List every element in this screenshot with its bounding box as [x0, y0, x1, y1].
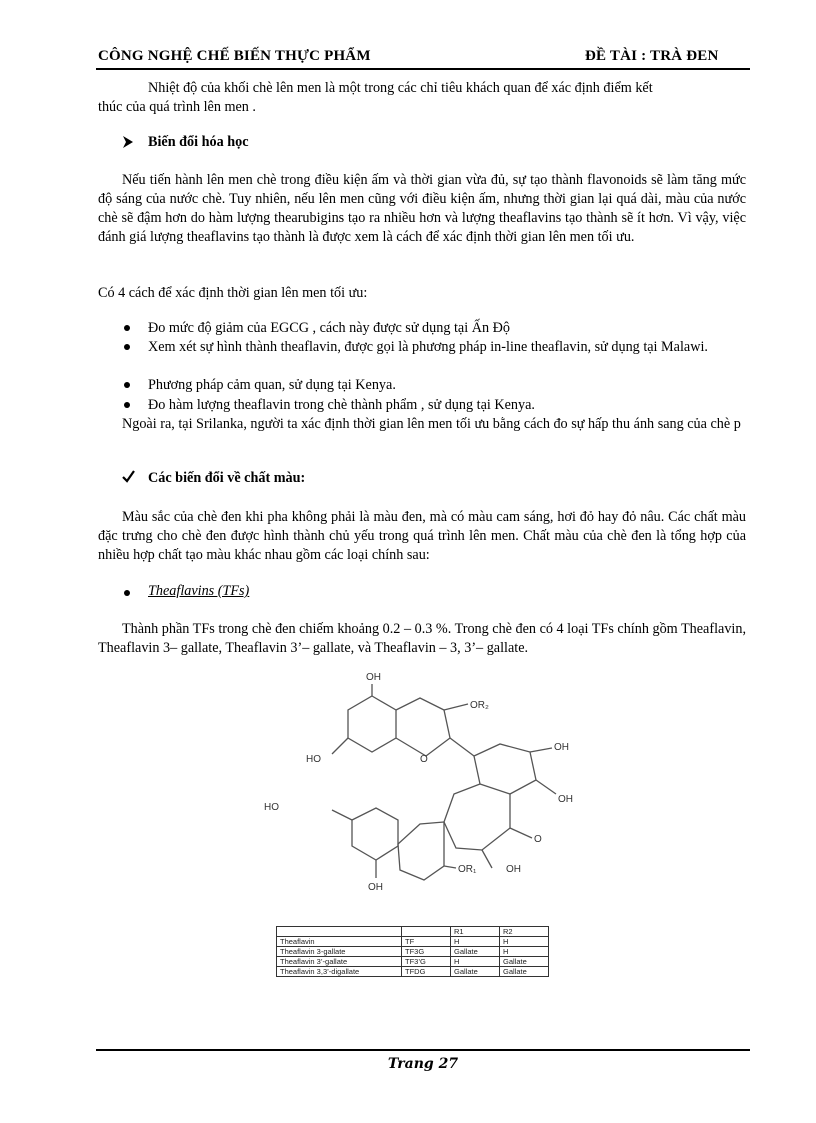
- table-cell: Theaflavin: [277, 937, 402, 947]
- table-cell: Gallate: [500, 957, 549, 967]
- table-header-cell: [277, 927, 402, 937]
- label-oh-tropolone: OH: [506, 864, 521, 875]
- list-item-theaflavin-content: Đo hàm lượng theaflavin trong chè thành phẩm , sử dụng tại Kenya.: [148, 397, 535, 413]
- table-header-cell: R1: [451, 927, 500, 937]
- label-or1: OR₁: [458, 864, 477, 875]
- table-row: [277, 947, 549, 957]
- label-oh-top: OH: [366, 672, 381, 683]
- page-number: Trang 27: [387, 1056, 459, 1072]
- label-or2: OR₂: [470, 700, 489, 711]
- header-topic: ĐỀ TÀI : TRÀ ĐEN: [585, 48, 719, 64]
- list-item-inline-theaflavin: Xem xét sự hình thành theaflavin, được gọi là phương pháp in-line theaflavin, sử dụng tại Malawi.: [148, 339, 708, 355]
- table-cell: TF3G: [402, 947, 451, 957]
- label-ho-upper-left: HO: [306, 754, 321, 765]
- header-title: CÔNG NGHỆ CHẾ BIẾN THỰC PHẨM: [98, 48, 371, 64]
- paragraph-methods-intro: Có 4 cách để xác định thời gian lên men tối ưu:: [98, 285, 368, 301]
- label-oh-right-lower: OH: [558, 794, 573, 805]
- table-cell: Gallate: [500, 967, 549, 977]
- table-row: [277, 957, 549, 967]
- theaflavin-structure-figure: [260, 668, 590, 984]
- table-header-cell: R2: [500, 927, 549, 937]
- label-o-upper-ring: O: [420, 754, 428, 765]
- paragraph-theaflavins: Thành phần TFs trong chè đen chiếm khoảng 0.2 – 0.3 %. Trong chè đen có 4 loại TFs chính gồm Theaflavin, Theaflavin 3– gallate, Theaflavin 3’– gallate, và Theaflavin – 3, 3’– gallate.: [98, 621, 746, 656]
- heading-theaflavins: Theaflavins (TFs): [148, 583, 250, 599]
- bullet-dot-icon: [124, 325, 130, 331]
- table-cell: H: [500, 947, 549, 957]
- table-cell: TF: [402, 937, 451, 947]
- table-cell: Gallate: [451, 947, 500, 957]
- table-header-cell: [402, 927, 451, 937]
- paragraph-temperature-line1: Nhiệt độ của khối chè lên men là một trong các chỉ tiêu khách quan để xác định điểm kết: [148, 80, 653, 96]
- table-cell: H: [451, 937, 500, 947]
- table-cell: TF3’G: [402, 957, 451, 967]
- table-header-row: [277, 927, 549, 937]
- bullet-dot-icon: [124, 402, 130, 408]
- table-row: [277, 937, 549, 947]
- table-cell: Theaflavin 3-gallate: [277, 947, 402, 957]
- paragraph-fermentation: Nếu tiến hành lên men chè trong điều kiện ấm và thời gian vừa đủ, sự tạo thành flavonoids sẽ làm tăng mức độ sáng của nước chè. Tuy nhiên, nếu lên men cũng với điều kiện ấm, nhưng thời gian lại quá dài, màu của nước chè sẽ đậm hơn do hàm lượng thearubigins tạo ra nhiều hơn và lượng theaflavins tạo thành sẽ ít hơn. Vì vậy, việc đánh giá lượng theaflavins tạo thành là được xem là cách để xác định thời gian lên men tối ưu.: [98, 172, 746, 245]
- label-ho-lower-left: HO: [264, 802, 279, 813]
- paragraph-color: Màu sắc của chè đen khi pha không phải là màu đen, mà có màu cam sáng, hơi đỏ hay đỏ nâu. Các chất màu đặc trưng cho chè đen được hình thành chủ yếu trong quá trình lên men. Chất màu của chè đen là tổng hợp của nhiều hợp chất tạo màu khác nhau gồm các loại chính sau:: [98, 509, 746, 563]
- table-cell: H: [451, 957, 500, 967]
- table-cell: H: [500, 937, 549, 947]
- theaflavin-substituent-table: [276, 926, 549, 977]
- bullet-dot-icon: [124, 382, 130, 388]
- paragraph-srilanka: Ngoài ra, tại Srilanka, người ta xác định thời gian lên men tối ưu bằng cách đo sự hấp thu ánh sang của chè p: [122, 416, 741, 432]
- checkmark-bullet-icon: [122, 470, 135, 488]
- label-oh-right-upper: OH: [554, 742, 569, 753]
- label-o-ketone: O: [534, 834, 542, 845]
- table-cell: Gallate: [451, 967, 500, 977]
- table-cell: TFDG: [402, 967, 451, 977]
- arrow-bullet-icon: [122, 135, 134, 154]
- footer-rule: [96, 1049, 750, 1051]
- paragraph-temperature-line2: thúc của quá trình lên men .: [98, 99, 256, 115]
- table-row: [277, 967, 549, 977]
- table-cell: Theaflavin 3,3’-digallate: [277, 967, 402, 977]
- heading-color-changes: Các biến đổi về chất màu:: [148, 470, 306, 486]
- list-item-egcg: Đo mức độ giảm của EGCG , cách này được sử dụng tại Ấn Độ: [148, 320, 510, 336]
- header-rule: [96, 68, 750, 70]
- label-oh-bottom: OH: [368, 882, 383, 893]
- heading-chemical-changes: Biến đổi hóa học: [148, 134, 249, 150]
- bullet-dot-icon: [124, 590, 130, 596]
- list-item-sensory: Phương pháp cảm quan, sử dụng tại Kenya.: [148, 377, 396, 393]
- table-cell: Theaflavin 3’-gallate: [277, 957, 402, 967]
